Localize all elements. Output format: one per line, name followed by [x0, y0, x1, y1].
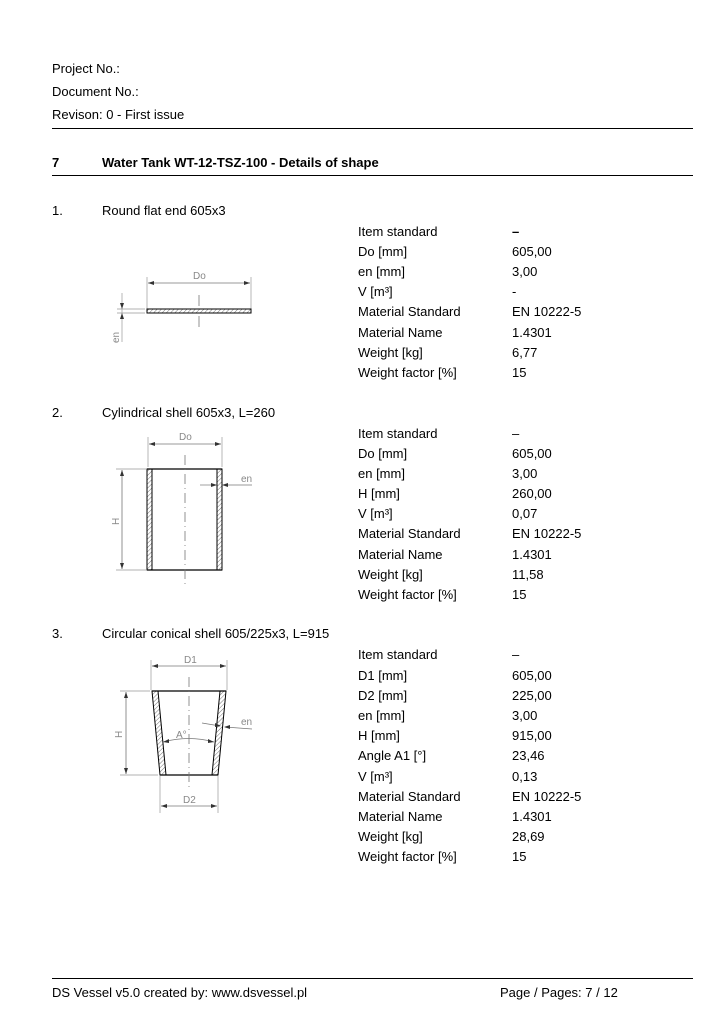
item-1-number: 1. — [52, 203, 63, 218]
property-row — [358, 769, 658, 789]
h-label: H — [114, 730, 125, 738]
d1-label: D1 — [184, 655, 197, 666]
property-label: H [mm] — [358, 486, 400, 501]
property-value: – — [512, 224, 520, 239]
revision: Revison: 0 - First issue — [52, 107, 185, 122]
property-row — [358, 224, 658, 244]
property-value: 1.4301 — [512, 809, 552, 824]
property-label: Weight [kg] — [358, 829, 423, 844]
property-label: Item standard — [358, 224, 438, 239]
property-label: en [mm] — [358, 466, 405, 481]
property-label: Angle A1 [°] — [358, 748, 427, 763]
property-value: 605,00 — [512, 668, 552, 683]
property-value: 1.4301 — [512, 325, 552, 340]
property-label: V [m³] — [358, 769, 393, 784]
property-row — [358, 365, 658, 385]
en-label: en — [241, 717, 253, 728]
footer-divider — [52, 978, 693, 979]
property-label: Material Standard — [358, 526, 461, 541]
property-label: V [m³] — [358, 284, 393, 299]
en-label: en — [241, 474, 253, 485]
property-row — [358, 466, 658, 486]
property-row — [358, 426, 658, 446]
property-value: 23,46 — [512, 748, 545, 763]
property-label: Weight factor [%] — [358, 587, 457, 602]
property-row — [358, 264, 658, 284]
document-no: Document No.: — [52, 84, 139, 99]
property-value: EN 10222-5 — [512, 304, 582, 319]
property-value: 6,77 — [512, 345, 538, 360]
item-2-number: 2. — [52, 405, 63, 420]
property-label: V [m³] — [358, 506, 393, 521]
property-value: 15 — [512, 849, 527, 864]
h-label: H — [111, 517, 122, 525]
property-label: Material Standard — [358, 789, 461, 804]
property-value: EN 10222-5 — [512, 526, 582, 541]
property-value: EN 10222-5 — [512, 789, 582, 804]
property-value: 3,00 — [512, 264, 538, 279]
property-value: – — [512, 647, 520, 662]
property-value: 605,00 — [512, 244, 552, 259]
property-row — [358, 668, 658, 688]
angle-label: A° — [176, 730, 187, 741]
en-label: en — [111, 331, 122, 343]
d2-label: D2 — [183, 795, 196, 806]
page-number: Page / Pages: 7 / 12 — [500, 985, 618, 1000]
property-label: Material Name — [358, 809, 443, 824]
property-row — [358, 325, 658, 345]
property-label: Material Name — [358, 547, 443, 562]
property-row — [358, 345, 658, 365]
property-row — [358, 446, 658, 466]
property-row — [358, 849, 658, 869]
property-row — [358, 304, 658, 324]
project-no: Project No.: — [52, 61, 120, 76]
property-value: 15 — [512, 365, 527, 380]
property-row — [358, 728, 658, 748]
flat-end-drawing — [100, 260, 270, 350]
header-divider — [52, 128, 693, 129]
property-label: en [mm] — [358, 708, 405, 723]
property-row — [358, 748, 658, 768]
property-value: - — [512, 284, 517, 299]
property-label: Do [mm] — [358, 446, 408, 461]
property-value: 3,00 — [512, 708, 538, 723]
footer-credit: DS Vessel v5.0 created by: www.dsvessel.pl — [52, 985, 308, 1000]
property-label: en [mm] — [358, 264, 405, 279]
do-label: Do — [179, 432, 192, 443]
property-value: 28,69 — [512, 829, 545, 844]
property-row — [358, 708, 658, 728]
property-row — [358, 284, 658, 304]
property-row — [358, 809, 658, 829]
property-value: 0,07 — [512, 506, 538, 521]
property-label: Item standard — [358, 426, 438, 441]
property-label: Item standard — [358, 647, 438, 662]
property-row — [358, 567, 658, 587]
property-value: 260,00 — [512, 486, 552, 501]
property-row — [358, 688, 658, 708]
property-label: Do [mm] — [358, 244, 408, 259]
property-value: – — [512, 426, 520, 441]
section-number: 7 — [52, 155, 60, 170]
property-row — [358, 587, 658, 607]
property-row — [358, 526, 658, 546]
section-divider — [52, 175, 693, 176]
property-row — [358, 547, 658, 567]
property-value: 1.4301 — [512, 547, 552, 562]
item-3-number: 3. — [52, 626, 63, 641]
property-value: 0,13 — [512, 769, 538, 784]
property-label: D1 [mm] — [358, 668, 408, 683]
property-row — [358, 244, 658, 264]
property-label: Weight [kg] — [358, 567, 423, 582]
property-row — [358, 829, 658, 849]
property-label: D2 [mm] — [358, 688, 408, 703]
property-value: 11,58 — [512, 567, 544, 582]
item-1-title: Round flat end 605x3 — [102, 203, 226, 218]
property-row — [358, 789, 658, 809]
property-label: Material Standard — [358, 304, 461, 319]
cylindrical-shell-drawing — [100, 425, 270, 590]
property-value: 605,00 — [512, 446, 552, 461]
property-row — [358, 486, 658, 506]
property-value: 3,00 — [512, 466, 538, 481]
property-label: Weight factor [%] — [358, 849, 457, 864]
property-label: H [mm] — [358, 728, 400, 743]
property-value: 915,00 — [512, 728, 552, 743]
property-label: Weight factor [%] — [358, 365, 457, 380]
item-3-title: Circular conical shell 605/225x3, L=915 — [102, 626, 330, 641]
conical-shell-drawing — [100, 645, 270, 815]
property-label: Material Name — [358, 325, 443, 340]
property-row — [358, 647, 658, 667]
property-value: 15 — [512, 587, 527, 602]
section-title: Water Tank WT-12-TSZ-100 - Details of shape — [102, 155, 379, 170]
do-label: Do — [193, 271, 206, 282]
property-value: 225,00 — [512, 688, 552, 703]
property-label: Weight [kg] — [358, 345, 423, 360]
item-2-title: Cylindrical shell 605x3, L=260 — [102, 405, 276, 420]
property-row — [358, 506, 658, 526]
